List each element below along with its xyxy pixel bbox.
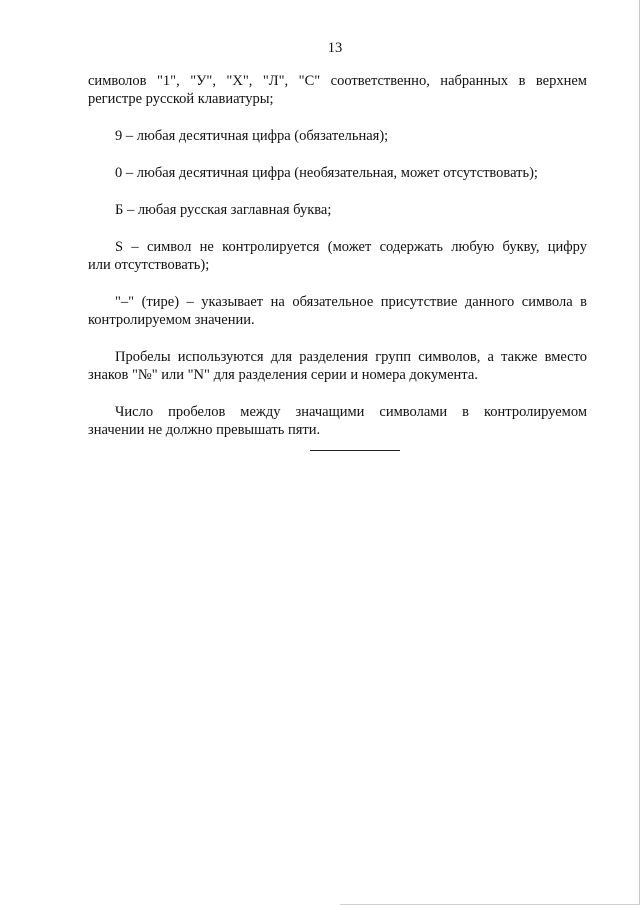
- text-line: знаков "№" или "N" для разделения серии и номера документа.: [88, 367, 478, 383]
- text-line: Пробелы используются для разделения групп символов, а также вместо: [115, 349, 587, 365]
- end-separator-line: [310, 450, 400, 451]
- paragraph-capital-letter: Б – любая русская заглавная буква;: [115, 202, 332, 218]
- text-line: символов "1", "У", "Х", "Л", "С" соответственно, набранных в верхнем: [88, 73, 587, 89]
- text-line: значении не должно превышать пяти.: [88, 422, 321, 438]
- paragraph-space-count: [88, 403, 587, 439]
- document-body: [88, 72, 587, 439]
- paragraph-continuation: [88, 72, 587, 108]
- text-line: S – символ не контролируется (может содержать любую букву, цифру: [115, 239, 587, 255]
- text-line: контролируемом значении.: [88, 312, 255, 328]
- paragraph-spaces: [88, 348, 587, 384]
- text-line: Число пробелов между значащими символами в контролируемом: [115, 404, 587, 420]
- text-line: "–" (тире) – указывает на обязательное присутствие данного символа в: [115, 294, 587, 310]
- paragraph-digit-optional: 0 – любая десятичная цифра (необязательная, может отсутствовать);: [115, 165, 538, 181]
- text-line: или отсутствовать);: [88, 257, 210, 273]
- paragraph-any-symbol: [88, 238, 587, 274]
- paragraph-digit-required: 9 – любая десятичная цифра (обязательная);: [115, 128, 389, 144]
- page-number: 13: [327, 40, 343, 56]
- paragraph-dash: [88, 293, 587, 329]
- text-line: регистре русской клавиатуры;: [88, 91, 274, 107]
